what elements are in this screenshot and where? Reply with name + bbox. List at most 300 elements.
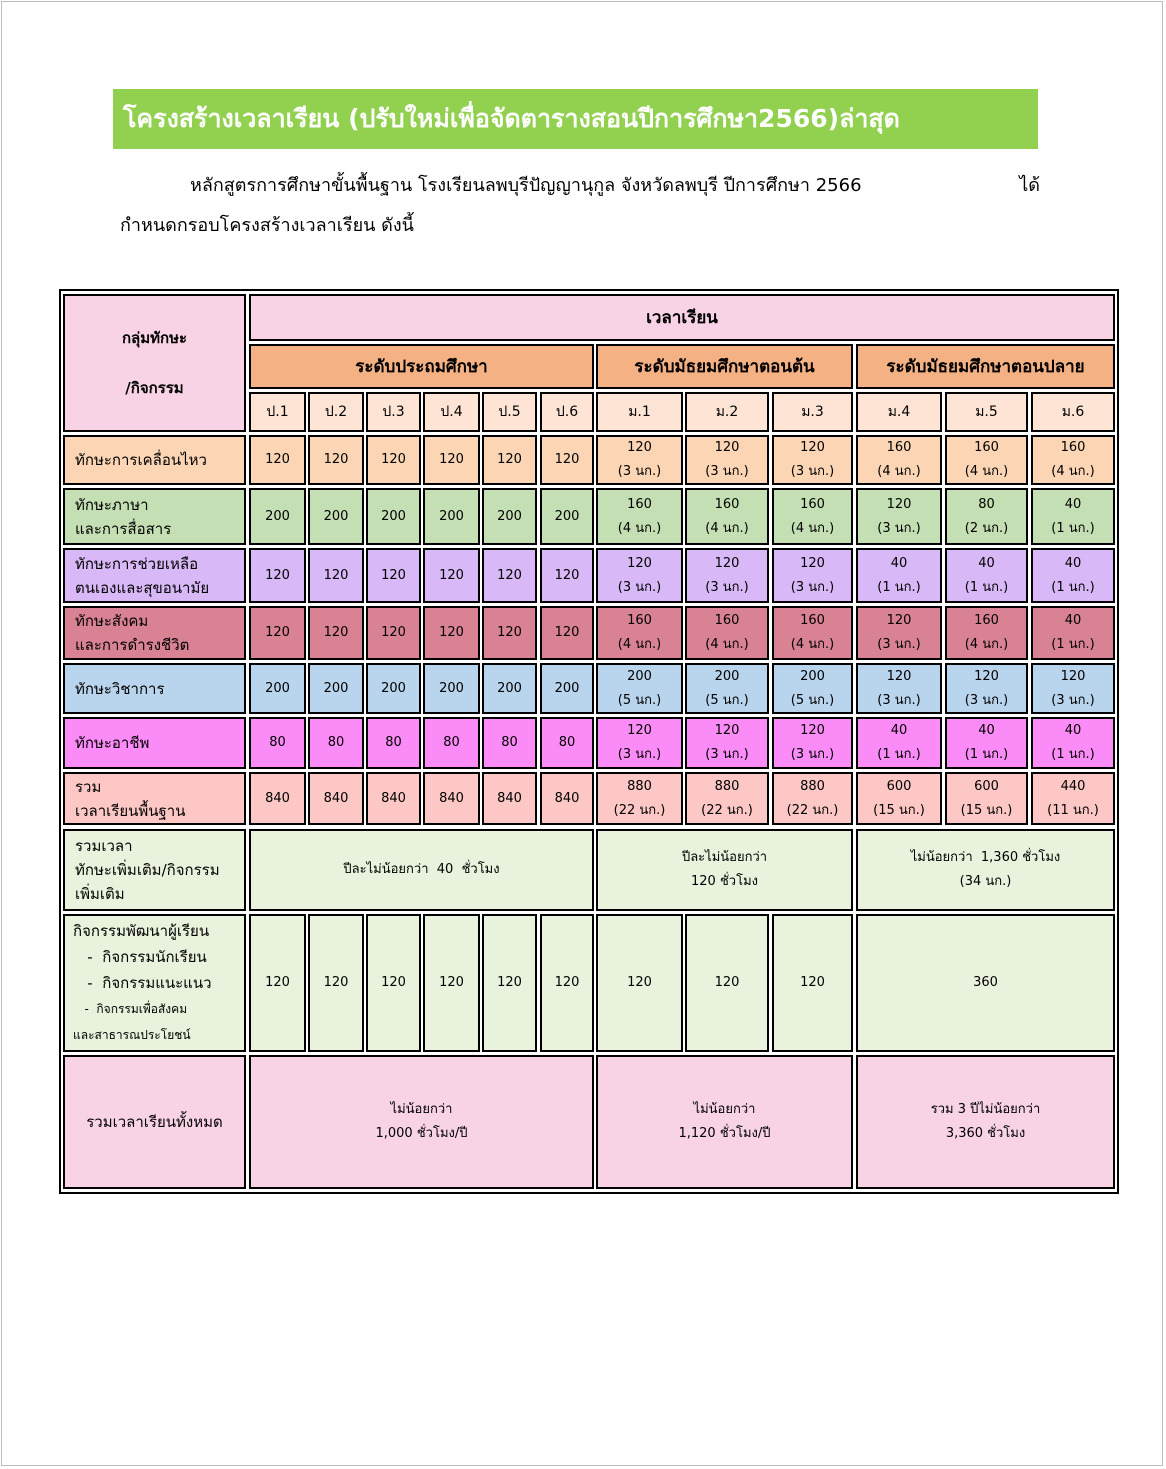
table-cell-line: 120 bbox=[714, 555, 740, 571]
table-cell-line: 120 bbox=[381, 975, 406, 990]
time-structure-table bbox=[59, 289, 1119, 1194]
table-cell-line: (1 นก.) bbox=[1051, 747, 1095, 762]
table-cell bbox=[856, 548, 942, 603]
row-label bbox=[63, 488, 246, 545]
table-cell bbox=[308, 548, 364, 603]
table-cell bbox=[596, 914, 683, 1052]
table-cell bbox=[308, 488, 364, 545]
table-cell-line: 120 bbox=[714, 975, 740, 990]
table-cell bbox=[856, 772, 942, 825]
table-cell-line: (3 นก.) bbox=[877, 520, 921, 536]
table-cell-line: (3 นก.) bbox=[617, 464, 662, 479]
table-cell bbox=[308, 772, 364, 825]
grade-header bbox=[366, 392, 421, 432]
level-header bbox=[249, 344, 594, 389]
table-cell-line: 120 bbox=[381, 625, 406, 640]
table-cell-line: 440 bbox=[1060, 778, 1086, 794]
extra-primary bbox=[249, 829, 594, 911]
table-cell-line: 120 bbox=[323, 567, 349, 583]
table-cell-line: 840 bbox=[323, 790, 349, 806]
table-cell bbox=[945, 435, 1028, 485]
table-cell bbox=[1031, 772, 1115, 825]
table-cell-line: 200 bbox=[714, 668, 740, 684]
table-cell bbox=[423, 548, 480, 603]
table-cell bbox=[1031, 663, 1115, 714]
table-cell bbox=[482, 488, 537, 545]
table-cell-line: 120 bbox=[627, 723, 652, 738]
table-cell-line: 80 bbox=[385, 735, 402, 750]
table-cell bbox=[685, 717, 769, 769]
group-header-line: กลุ่มทักษะ bbox=[121, 329, 188, 347]
table-cell bbox=[596, 663, 683, 714]
table-cell-line: (3 นก.) bbox=[877, 692, 921, 708]
grade-header bbox=[596, 392, 683, 432]
row-label bbox=[63, 829, 246, 911]
table-cell bbox=[945, 717, 1028, 769]
grade-header-line: ม.3 bbox=[801, 404, 824, 420]
table-cell-line: (3 นก.) bbox=[617, 579, 662, 595]
table-cell-line: 840 bbox=[554, 790, 580, 806]
table-cell-line: 200 bbox=[265, 508, 290, 524]
table-cell bbox=[482, 914, 537, 1052]
total-primary-line: 1,000 ชั่วโมง/ปี bbox=[375, 1126, 468, 1141]
table-cell-line: (4 นก.) bbox=[790, 637, 835, 652]
table-cell-line: 160 bbox=[627, 496, 652, 512]
table-cell bbox=[856, 435, 942, 485]
table-cell-line: (3 นก.) bbox=[1051, 692, 1095, 708]
table-cell-line: 600 bbox=[974, 778, 999, 794]
table-cell-line: 840 bbox=[381, 790, 406, 806]
row-label-line: รวมเวลาเรียนทั้งหมด bbox=[86, 1113, 223, 1131]
extra-primary-line: ปีละไม่น้อยกว่า 40 ชั่วโมง bbox=[343, 862, 500, 877]
table-cell bbox=[772, 914, 853, 1052]
table-cell-line: 160 bbox=[800, 613, 825, 628]
row-label bbox=[63, 663, 246, 714]
table-cell-line: 200 bbox=[439, 508, 464, 524]
total-lower-secondary-line: 1,120 ชั่วโมง/ปี bbox=[678, 1126, 771, 1141]
table-cell-line: 120 bbox=[265, 567, 290, 583]
row-label-line: ทักษะเพิ่มเติม/กิจกรรม bbox=[75, 861, 220, 879]
table-cell bbox=[540, 663, 594, 714]
table-cell-line: 120 bbox=[886, 668, 912, 684]
row-label bbox=[63, 548, 246, 603]
table-cell-line: 120 bbox=[265, 452, 290, 467]
row-label bbox=[63, 772, 246, 825]
table-cell-line: 200 bbox=[323, 680, 349, 696]
row-label-line: เพิ่มเติม bbox=[75, 885, 125, 903]
table-cell-line: 200 bbox=[554, 508, 580, 524]
table-cell bbox=[1031, 435, 1115, 485]
table-cell-line: 120 bbox=[1060, 668, 1086, 684]
table-cell-line: 160 bbox=[714, 613, 740, 628]
row-label-line: รวมเวลา bbox=[75, 837, 133, 855]
table-cell-line: 120 bbox=[554, 975, 580, 990]
table-cell-line: (4 นก.) bbox=[705, 637, 749, 652]
table-cell bbox=[1031, 548, 1115, 603]
table-cell bbox=[685, 606, 769, 660]
table-cell bbox=[423, 435, 480, 485]
table-cell bbox=[423, 488, 480, 545]
table-cell-line: 120 bbox=[439, 567, 464, 583]
total-upper-secondary bbox=[856, 1055, 1115, 1189]
table-cell-line: 160 bbox=[714, 496, 740, 512]
table-cell-line: 80 bbox=[978, 496, 995, 512]
row-label-line: ทักษะการเคลื่อนไหว bbox=[75, 451, 207, 469]
level-header-line: ระดับมัธยมศึกษาตอนต้น bbox=[634, 356, 815, 377]
table-cell-line: (3 นก.) bbox=[705, 747, 749, 762]
table-cell-line: 120 bbox=[323, 625, 349, 640]
table-cell-line: 120 bbox=[886, 496, 912, 512]
table-cell bbox=[423, 914, 480, 1052]
table-cell-line: 40 bbox=[1064, 496, 1082, 512]
table-cell bbox=[596, 772, 683, 825]
table-cell-line: 40 bbox=[1064, 723, 1082, 738]
table-cell bbox=[596, 717, 683, 769]
table-cell-line: 840 bbox=[497, 790, 522, 806]
table-cell bbox=[772, 548, 853, 603]
grade-header bbox=[540, 392, 594, 432]
table-cell-line: (3 นก.) bbox=[964, 692, 1009, 708]
grade-header bbox=[1031, 392, 1115, 432]
table-cell-line: (15 นก.) bbox=[960, 802, 1013, 818]
row-label-line: ทักษะอาชีพ bbox=[75, 734, 150, 752]
table-cell-line: 880 bbox=[627, 778, 652, 794]
table-cell-line: (3 นก.) bbox=[877, 637, 921, 652]
table-cell-line: 600 bbox=[886, 778, 912, 794]
table-cell-line: 120 bbox=[714, 723, 740, 738]
table-cell-line: (3 นก.) bbox=[617, 747, 662, 762]
table-cell bbox=[249, 548, 306, 603]
table-cell-line: (1 นก.) bbox=[1051, 520, 1095, 536]
row-label-line: และการดำรงชีวิต bbox=[75, 636, 190, 654]
table-cell-line: (15 นก.) bbox=[873, 802, 925, 818]
table-cell-line: 160 bbox=[974, 613, 999, 628]
grade-header bbox=[945, 392, 1028, 432]
table-cell-line: 40 bbox=[978, 723, 995, 738]
level-header-line: ระดับมัธยมศึกษาตอนปลาย bbox=[886, 356, 1085, 377]
grade-header-line: ป.2 bbox=[324, 404, 348, 420]
table-cell-line: 840 bbox=[265, 790, 290, 806]
table-cell bbox=[308, 663, 364, 714]
table-cell-line: 80 bbox=[327, 735, 345, 750]
table-cell-line: (22 นก.) bbox=[613, 802, 666, 818]
table-cell-line: (5 นก.) bbox=[617, 692, 662, 708]
table-cell-line: 120 bbox=[627, 975, 652, 990]
row-label bbox=[63, 606, 246, 660]
total-lower-secondary bbox=[596, 1055, 853, 1189]
table-cell bbox=[945, 772, 1028, 825]
table-cell-line: (1 นก.) bbox=[1051, 637, 1095, 652]
table-cell-line: 40 bbox=[890, 555, 908, 571]
table-cell-line: 880 bbox=[714, 778, 740, 794]
intro-text-end: ได้ bbox=[1019, 175, 1040, 196]
intro-line-1 bbox=[190, 170, 1040, 199]
table-cell-line: 120 bbox=[323, 452, 349, 467]
table-cell-line: 120 bbox=[497, 452, 522, 467]
total-lower-secondary-line: ไม่น้อยกว่า bbox=[693, 1102, 756, 1117]
table-cell-line: 840 bbox=[439, 790, 464, 806]
grade-header-line: ม.4 bbox=[887, 404, 911, 420]
table-cell-line: 120 bbox=[554, 567, 580, 583]
table-cell bbox=[596, 488, 683, 545]
table-cell-line: (3 นก.) bbox=[705, 464, 749, 479]
table-cell-line: (4 นก.) bbox=[617, 520, 662, 536]
table-cell-line: 120 bbox=[800, 440, 825, 455]
table-cell-line: 120 bbox=[800, 975, 825, 990]
table-cell bbox=[945, 663, 1028, 714]
table-cell bbox=[1031, 717, 1115, 769]
table-cell bbox=[249, 663, 306, 714]
table-cell bbox=[945, 488, 1028, 545]
table-cell-line: 160 bbox=[800, 496, 825, 512]
level-header-line: ระดับประถมศึกษา bbox=[355, 356, 488, 377]
table-cell bbox=[423, 663, 480, 714]
table-cell bbox=[482, 435, 537, 485]
row-label-line: ทักษะสังคม bbox=[75, 612, 149, 630]
table-cell bbox=[423, 717, 480, 769]
table-cell bbox=[366, 435, 421, 485]
table-cell bbox=[482, 772, 537, 825]
row-label bbox=[63, 717, 246, 769]
table-cell bbox=[685, 663, 769, 714]
total-upper-secondary-line: 3,360 ชั่วโมง bbox=[945, 1126, 1026, 1141]
total-upper-secondary-line: รวม 3 ปีไม่น้อยกว่า bbox=[930, 1102, 1041, 1117]
table-cell-line: 40 bbox=[978, 555, 995, 571]
table-cell bbox=[249, 717, 306, 769]
table-cell-line: 40 bbox=[890, 723, 908, 738]
table-cell-line: 200 bbox=[265, 680, 290, 696]
row-label bbox=[63, 435, 246, 485]
table-cell-line: (22 นก.) bbox=[786, 802, 839, 818]
table-cell bbox=[1031, 606, 1115, 660]
table-cell-line: (3 นก.) bbox=[790, 579, 835, 595]
table-cell bbox=[366, 488, 421, 545]
grade-header-line: ป.6 bbox=[555, 404, 579, 420]
grade-header bbox=[249, 392, 306, 432]
table-cell-line: (1 นก.) bbox=[964, 747, 1009, 762]
time-header-line: เวลาเรียน bbox=[646, 307, 718, 328]
grade-header-line: ป.1 bbox=[266, 404, 289, 420]
table-cell-line: 120 bbox=[714, 440, 740, 455]
table-cell-line: 120 bbox=[323, 975, 349, 990]
table-cell-line: 200 bbox=[800, 668, 825, 684]
row-label-line: - กิจกรรมแนะแนว bbox=[73, 974, 212, 992]
table-cell-line: 200 bbox=[323, 508, 349, 524]
row-label-line: ตนเองและสุขอนามัย bbox=[75, 578, 210, 597]
table-cell-line: 200 bbox=[497, 508, 522, 524]
table-cell-line: 200 bbox=[554, 680, 580, 696]
grade-header-line: ม.2 bbox=[715, 404, 739, 420]
intro-text: หลักสูตรการศึกษาขั้นพื้นฐาน โรงเรียนลพบุรีปัญญานุกูล จังหวัดลพบุรี ปีการศึกษา 2566 bbox=[190, 175, 862, 196]
table-cell-line: 120 bbox=[381, 567, 406, 583]
grade-header-line: ป.5 bbox=[498, 404, 521, 420]
total-primary-line: ไม่น้อยกว่า bbox=[390, 1102, 453, 1117]
table-cell-line: 120 bbox=[886, 613, 912, 628]
extra-upper-secondary-line: ไม่น้อยกว่า 1,360 ชั่วโมง bbox=[910, 850, 1061, 865]
table-cell bbox=[482, 717, 537, 769]
table-cell bbox=[540, 772, 594, 825]
row-label-line: ทักษะการช่วยเหลือ bbox=[75, 554, 199, 573]
table-cell-line: 200 bbox=[497, 680, 522, 696]
table-cell-line: (3 นก.) bbox=[705, 579, 749, 595]
row-label-line: - กิจกรรมนักเรียน bbox=[73, 948, 207, 966]
grade-header bbox=[482, 392, 537, 432]
extra-lower-secondary-line: 120 ชั่วโมง bbox=[691, 874, 758, 889]
table-cell bbox=[685, 488, 769, 545]
table-cell-line: 120 bbox=[497, 567, 522, 583]
table-cell-line: 120 bbox=[439, 625, 464, 640]
table-cell-line: (4 นก.) bbox=[705, 520, 749, 536]
table-cell-line: 120 bbox=[265, 975, 290, 990]
table-cell-line: 160 bbox=[627, 613, 652, 628]
table-cell bbox=[772, 435, 853, 485]
table-cell bbox=[249, 488, 306, 545]
table-cell bbox=[856, 488, 942, 545]
activity-upper bbox=[856, 914, 1115, 1052]
table-cell bbox=[772, 772, 853, 825]
table-cell-line: (4 นก.) bbox=[964, 637, 1009, 652]
table-cell-line: 120 bbox=[974, 668, 999, 684]
table-cell bbox=[772, 717, 853, 769]
table-cell-line: 120 bbox=[627, 440, 652, 455]
table-cell-line: 120 bbox=[265, 625, 290, 640]
table-cell-line: 200 bbox=[627, 668, 652, 684]
table-cell-line: (4 นก.) bbox=[964, 464, 1009, 479]
table-cell-line: (5 นก.) bbox=[705, 692, 749, 708]
table-cell-line: (1 นก.) bbox=[1051, 579, 1095, 595]
page-title: โครงสร้างเวลาเรียน (ปรับใหม่เพื่อจัดตารางสอนปีการศึกษา2566)ล่าสุด bbox=[113, 89, 1038, 149]
row-label bbox=[63, 914, 246, 1052]
table-cell bbox=[856, 717, 942, 769]
row-label-line: และสาธารณประโยชน์ bbox=[73, 1028, 191, 1042]
grade-header bbox=[772, 392, 853, 432]
grade-header-line: ม.1 bbox=[628, 404, 651, 420]
table-cell-line: 80 bbox=[269, 735, 286, 750]
table-cell bbox=[596, 548, 683, 603]
intro-line-2: กำหนดกรอบโครงสร้างเวลาเรียน ดังนี้ bbox=[120, 215, 414, 236]
table-cell-line: (4 นก.) bbox=[790, 520, 835, 536]
table-cell bbox=[308, 435, 364, 485]
table-cell-line: (1 นก.) bbox=[964, 579, 1009, 595]
table-cell bbox=[308, 606, 364, 660]
table-cell bbox=[540, 488, 594, 545]
table-cell-line: 120 bbox=[439, 975, 464, 990]
level-header bbox=[856, 344, 1115, 389]
table-cell bbox=[366, 606, 421, 660]
grade-header-line: ม.5 bbox=[975, 404, 998, 420]
group-header bbox=[63, 294, 246, 432]
grade-header bbox=[423, 392, 480, 432]
group-header-line: /กิจกรรม bbox=[125, 379, 184, 397]
table-cell-line: (4 นก.) bbox=[617, 637, 662, 652]
extra-lower-secondary bbox=[596, 829, 853, 911]
table-cell bbox=[482, 606, 537, 660]
time-header bbox=[249, 294, 1115, 341]
table-cell bbox=[249, 772, 306, 825]
table-cell-line: 40 bbox=[1064, 613, 1082, 628]
table-cell-line: 120 bbox=[497, 625, 522, 640]
table-cell-line: (4 นก.) bbox=[877, 464, 921, 479]
table-cell bbox=[366, 914, 421, 1052]
table-cell-line: 120 bbox=[554, 452, 580, 467]
table-cell bbox=[856, 606, 942, 660]
table-cell bbox=[540, 717, 594, 769]
table-cell-line: 880 bbox=[800, 778, 825, 794]
table-cell bbox=[685, 914, 769, 1052]
table-cell-line: 120 bbox=[497, 975, 522, 990]
table-cell-line: (22 นก.) bbox=[701, 802, 753, 818]
table-cell bbox=[540, 914, 594, 1052]
row-label-line: กิจกรรมพัฒนาผู้เรียน bbox=[73, 922, 210, 940]
level-header bbox=[596, 344, 853, 389]
grade-header-line: ป.3 bbox=[382, 404, 405, 420]
table-cell bbox=[1031, 488, 1115, 545]
table-cell-line: 80 bbox=[501, 735, 518, 750]
table-cell bbox=[772, 488, 853, 545]
table-cell-line: 80 bbox=[558, 735, 576, 750]
row-label-line: ทักษะภาษา bbox=[75, 495, 149, 514]
table-cell-line: 120 bbox=[627, 555, 652, 571]
table-cell-line: 160 bbox=[974, 440, 999, 455]
table-cell bbox=[249, 606, 306, 660]
grade-header-line: ม.6 bbox=[1061, 404, 1085, 420]
table-cell bbox=[772, 663, 853, 714]
table-cell bbox=[596, 606, 683, 660]
table-cell-line: 80 bbox=[443, 735, 460, 750]
table-cell bbox=[308, 914, 364, 1052]
table-cell bbox=[540, 435, 594, 485]
table-cell bbox=[249, 914, 306, 1052]
table-cell-line: (4 นก.) bbox=[1051, 464, 1095, 479]
extra-lower-secondary-line: ปีละไม่น้อยกว่า bbox=[681, 850, 768, 865]
table-cell bbox=[423, 606, 480, 660]
table-cell-line: (5 นก.) bbox=[790, 692, 835, 708]
extra-upper-secondary bbox=[856, 829, 1115, 911]
table-cell-line: 120 bbox=[800, 723, 825, 738]
table-cell-line: 120 bbox=[381, 452, 406, 467]
table-cell-line: (11 นก.) bbox=[1047, 802, 1099, 818]
activity-upper-line: 360 bbox=[973, 975, 998, 990]
table-cell-line: 200 bbox=[381, 680, 406, 696]
table-cell-line: (3 นก.) bbox=[790, 464, 835, 479]
row-label-line: ทักษะวิชาการ bbox=[75, 679, 165, 698]
table-cell-line: (2 นก.) bbox=[964, 520, 1009, 536]
table-cell-line: (1 นก.) bbox=[877, 579, 921, 595]
table-cell bbox=[772, 606, 853, 660]
grade-header bbox=[856, 392, 942, 432]
table-cell bbox=[366, 663, 421, 714]
table-cell bbox=[366, 717, 421, 769]
table-cell bbox=[945, 606, 1028, 660]
table-cell-line: 160 bbox=[1060, 440, 1086, 455]
table-cell bbox=[685, 548, 769, 603]
row-label-line: - กิจกรรมเพื่อสังคม bbox=[73, 1002, 188, 1016]
table-cell-line: (3 นก.) bbox=[790, 747, 835, 762]
table-cell-line: 120 bbox=[800, 555, 825, 571]
table-cell bbox=[685, 772, 769, 825]
table-cell-line: 200 bbox=[381, 508, 406, 524]
table-cell bbox=[856, 663, 942, 714]
table-cell bbox=[945, 548, 1028, 603]
table-cell-line: 200 bbox=[439, 680, 464, 696]
row-label bbox=[63, 1055, 246, 1189]
table-cell bbox=[308, 717, 364, 769]
table-cell bbox=[482, 548, 537, 603]
table-cell bbox=[540, 606, 594, 660]
table-cell-line: (1 นก.) bbox=[877, 747, 921, 762]
row-label-line: รวม bbox=[75, 777, 102, 796]
table-cell bbox=[482, 663, 537, 714]
